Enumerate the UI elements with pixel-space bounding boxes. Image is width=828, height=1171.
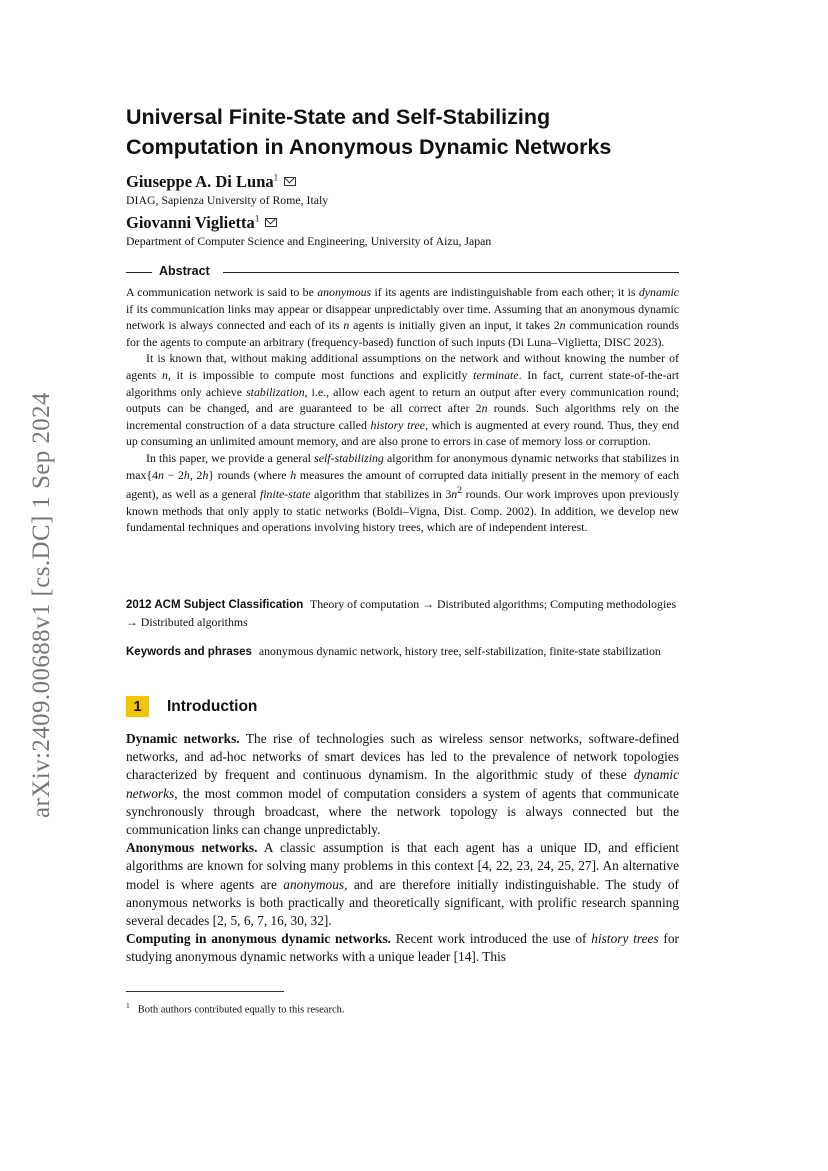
author-2-footnote-mark: 1: [254, 213, 260, 224]
acm-classification-label: 2012 ACM Subject Classification: [126, 599, 304, 611]
paper-title-line-1: Universal Finite-State and Self-Stabilizing: [126, 105, 551, 129]
author-1-name: Giuseppe A. Di Luna: [126, 172, 274, 191]
section-number: 1: [126, 696, 149, 717]
acm-classification-text: Theory of computation → Distributed algorithms; Computing methodologies → Distributed algorithms: [126, 597, 677, 629]
author-2-affiliation: Department of Computer Science and Engineering, University of Aizu, Japan: [126, 234, 492, 248]
section-heading: [126, 696, 526, 718]
author-2-name: Giovanni Viglietta: [126, 213, 255, 232]
paper-title-line-2: Computation in Anonymous Dynamic Networks: [126, 135, 612, 159]
abstract-label: Abstract: [159, 264, 210, 278]
abstract-paragraph-3: In this paper, we provide a general self-stabilizing algorithm for anonymous dynamic networks that stabilizes in max{4n − 2h, 2h} rounds (where h measures the amount of corrupted data initially present in the memory of each agent), as well as a general finite-state algorithm that stabilizes in $3n^2$ rounds. Our work improves upon previously known methods that only apply to static networks (Boldi–Vigna, Dist. Comp. 2002). In addition, we develop new fundamental techniques and operations involving history trees, which are of independent interest.: [126, 450, 680, 535]
author-name-2: [126, 213, 277, 233]
arxiv-identifier-stamp: [22, 370, 62, 840]
acm-classification: [126, 596, 679, 630]
keywords-text: anonymous dynamic network, history tree, self-stabilization, finite-state stabilization: [258, 644, 661, 658]
abstract-rule-right: [223, 272, 679, 273]
abstract-rule-left: [126, 272, 152, 273]
abstract-paragraph-2: It is known that, without making additional assumptions on the network and without knowing the number of agents n, it is impossible to compute most functions and explicitly terminate. In fact, current state-of-the-art algorithms only achieve stabilization, i.e., allow each agent to return an output after every communication round; outputs can be changed, and are guaranteed to be all correct after 2n rounds. Such algorithms rely on the incremental construction of a data structure called history tree, which is augmented at every round. Thus, they end up consuming an unlimited amount memory, and are also prone to errors in case of memory loss or corruption.: [126, 351, 680, 449]
intro-paragraph-dynamic-networks: Dynamic networks. The rise of technologies such as wireless sensor networks, software-defined networks, and ad-hoc networks of smart devices has led to the prevalence of network topologies characterized by frequent and continuous dynamism. In the algorithmic study of these dynamic networks, the most common model of computation considers a system of agents that communicate synchronously through broadcast, where the network topology is always connected but the communication links can change unpredictably.: [126, 731, 680, 838]
section-title: Introduction: [167, 698, 258, 715]
keywords-and-phrases: [126, 643, 679, 661]
abstract-body: [126, 284, 679, 536]
intro-paragraph-anonymous-networks: Anonymous networks. A classic assumption is that each agent has a unique ID, and efficient algorithms are known for solving many problems in this context [4, 22, 23, 24, 25, 27]. An alternative model is where agents are anonymous, and are therefore initially indistinguishable. The study of anonymous networks is both practically and theoretically significant, with prolific research spanning several decades [2, 5, 6, 7, 16, 30, 32].: [126, 840, 679, 929]
introduction-body: [126, 730, 679, 967]
mail-icon[interactable]: [265, 218, 277, 227]
footnote-text: Both authors contributed equally to this research.: [137, 1004, 345, 1016]
footnote-mark: 1: [126, 1001, 130, 1010]
mail-icon[interactable]: [284, 177, 296, 186]
author-1-affiliation: DIAG, Sapienza University of Rome, Italy: [126, 193, 329, 207]
author-name-1: [126, 172, 296, 192]
arxiv-identifier-text: arXiv:2409.00688v1 [cs.DC] 1 Sep 2024: [28, 392, 55, 818]
footnote-rule: [126, 991, 284, 992]
author-1-footnote-mark: 1: [273, 172, 279, 183]
paper-title: [126, 102, 686, 162]
intro-paragraph-computing: Computing in anonymous dynamic networks. Recent work introduced the use of history trees for studying anonymous dynamic networks with a unique leader [14]. This: [126, 931, 679, 965]
abstract-heading: [126, 265, 679, 279]
footnote: [126, 1001, 345, 1016]
abstract-paragraph-1: A communication network is said to be anonymous if its agents are indistinguishable from each other; it is dynamic if its communication links may appear or disappear unpredictably over time. Assuming that an anonymous dynamic network is always connected and each of its n agents is initially given an input, it takes 2n communication rounds for the agents to compute an arbitrary (frequency-based) function of such inputs (Di Luna–Viglietta, DISC 2023).: [126, 285, 679, 349]
keywords-label: Keywords and phrases: [126, 646, 252, 658]
